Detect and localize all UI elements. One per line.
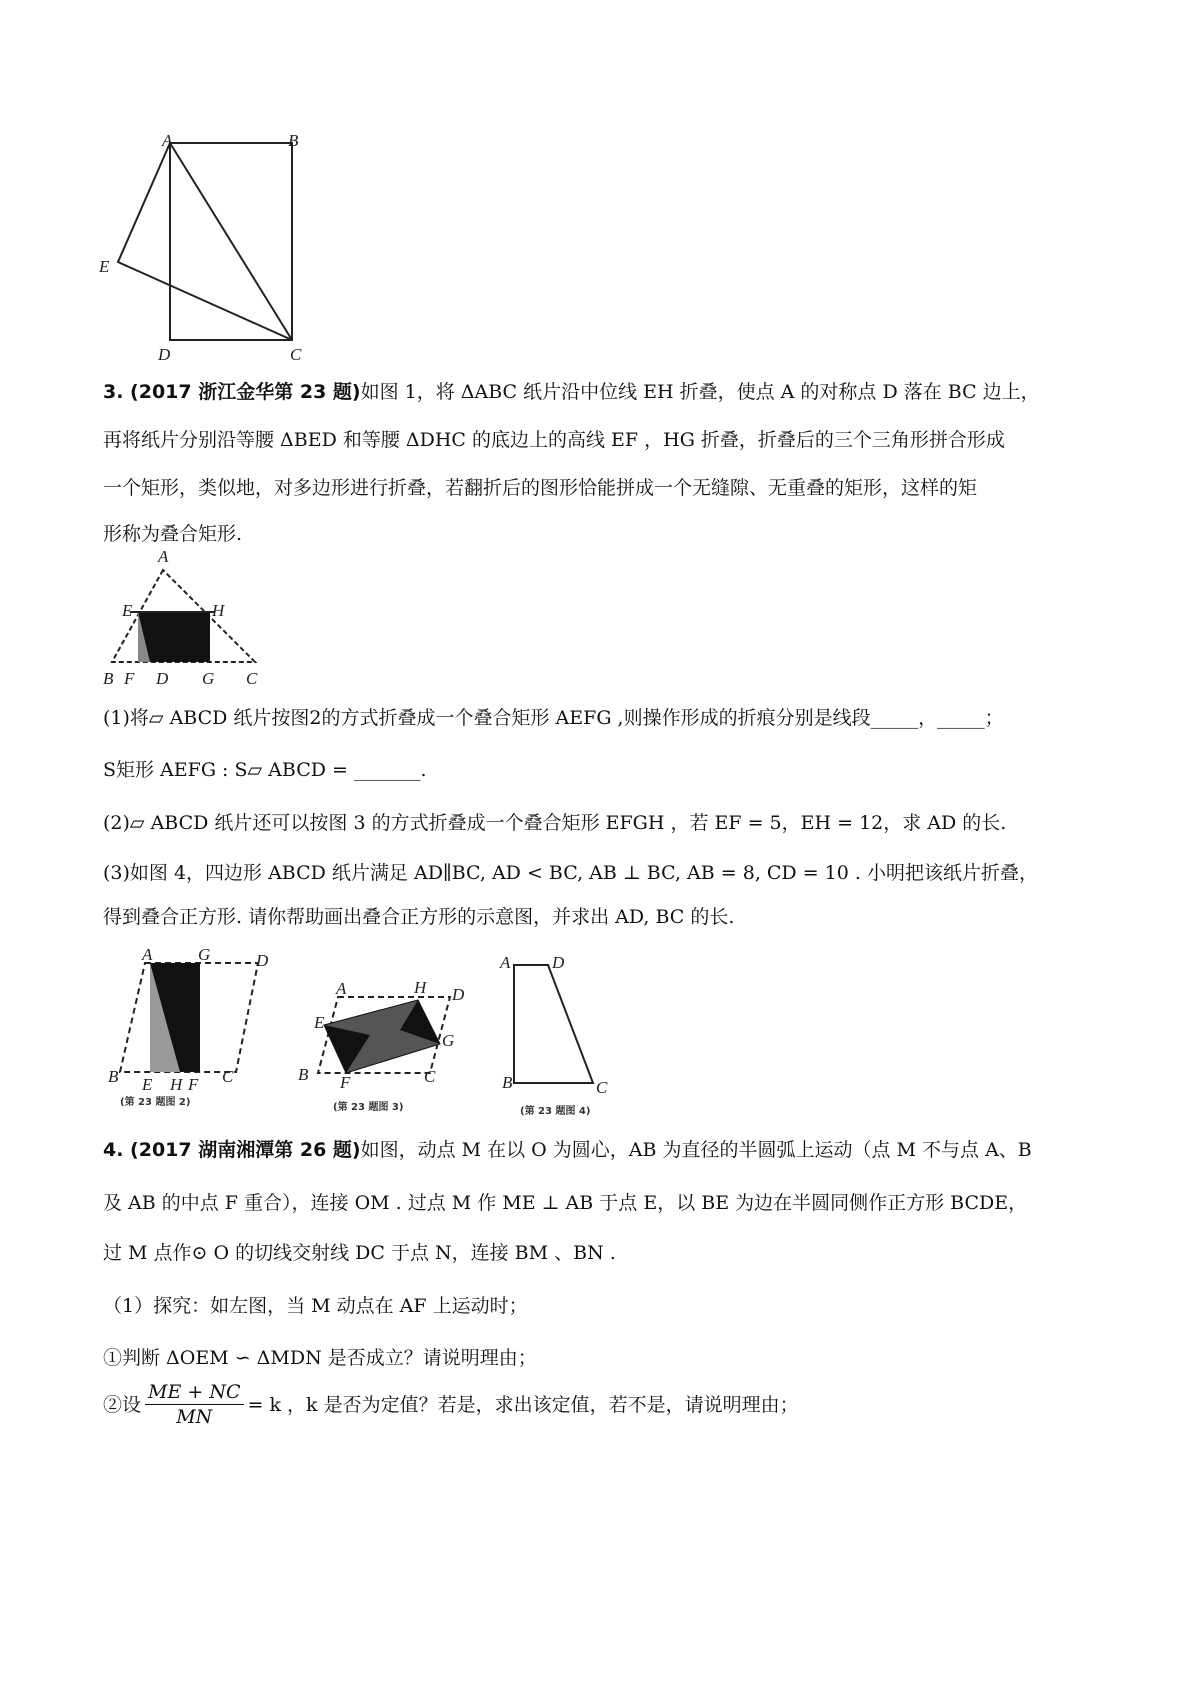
q3-line-1 — [103, 380, 1040, 404]
q3-part-1: (1)将▱ ABCD 纸片按图2的方式折叠成一个叠合矩形 AEFG ,则操作形成的折痕分别是线段_____，_____； — [103, 707, 1004, 729]
label: C — [424, 1067, 436, 1086]
label: E — [314, 1013, 325, 1032]
figure-23-4 — [514, 965, 593, 1083]
fraction — [145, 1380, 244, 1429]
label: C — [246, 669, 258, 688]
figure-rectangle-fold — [118, 143, 292, 340]
label: B — [288, 131, 299, 150]
label: B — [108, 1067, 119, 1086]
q4-item-2 — [103, 1380, 799, 1429]
text: ②设 — [103, 1393, 142, 1416]
label: A — [336, 979, 347, 998]
label: B — [502, 1073, 513, 1092]
q3-part-3: (3)如图 4，四边形 ABCD 纸片满足 AD∥BC, AD < BC, AB ⊥ BC, AB = 8, CD = 10 . 小明把该纸片折叠， — [103, 862, 1038, 884]
label: D — [452, 985, 465, 1004]
label: G — [198, 945, 211, 964]
label: A — [158, 547, 169, 566]
q3-line-4: 形称为叠合矩形. — [103, 523, 243, 545]
text: 如图，动点 M 在以 O 为圆心，AB 为直径的半圆弧上运动（点 M 不与点 A、B — [360, 1139, 1032, 1161]
label: E — [99, 257, 110, 276]
q4-item-1: ①判断 ΔOEM ∽ ΔMDN 是否成立？请说明理由； — [103, 1347, 537, 1369]
label: A — [142, 945, 153, 964]
label: C — [596, 1078, 608, 1097]
figure-caption: (第 23 题图 4) — [520, 1106, 591, 1117]
numerator: ME + NC — [145, 1380, 244, 1405]
q4-line-1 — [103, 1138, 1032, 1162]
label: C — [222, 1067, 234, 1086]
label: D — [158, 345, 171, 364]
q3-line-2: 再将纸片分别沿等腰 ΔBED 和等腰 ΔDHC 的底边上的高线 EF ，HG 折叠，折叠后的三个三角形拼合形成 — [103, 429, 1005, 451]
label: B — [103, 669, 114, 688]
label: H — [414, 978, 427, 997]
q4-part-1: （1）探究：如左图，当 M 动点在 AF 上运动时； — [103, 1295, 528, 1317]
q4-line-2: 及 AB 的中点 F 重合），连接 OM . 过点 M 作 ME ⊥ AB 于点 E，以 BE 为边在半圆同侧作正方形 BCDE， — [103, 1192, 1028, 1214]
figure-triangle-fold — [112, 570, 255, 662]
label: G — [442, 1031, 455, 1050]
label: H — [212, 601, 225, 620]
label: D — [552, 953, 565, 972]
q3-part-1-ratio: S矩形 AEFG : S▱ ABCD = _______. — [103, 759, 427, 781]
q3-line-3: 一个矩形，类似地，对多边形进行折叠，若翻折后的图形恰能拼成一个无缝隙、无重叠的矩形，这样的矩 — [103, 477, 978, 499]
figure-23-3 — [318, 997, 450, 1073]
label: H — [170, 1075, 183, 1094]
figure-caption: (第 23 题图 3) — [333, 1102, 404, 1113]
q4-line-3: 过 M 点作⊙ O 的切线交射线 DC 于点 N，连接 BM 、BN . — [103, 1242, 616, 1264]
label: A — [162, 131, 173, 150]
label: E — [142, 1075, 153, 1094]
label: A — [500, 953, 511, 972]
figure-23-2 — [120, 963, 258, 1072]
label: F — [340, 1073, 351, 1092]
q3-part-3b: 得到叠合正方形. 请你帮助画出叠合正方形的示意图，并求出 AD, BC 的长. — [103, 906, 735, 928]
label: C — [290, 345, 302, 364]
label: F — [124, 669, 135, 688]
question-number: 3. (2017 浙江金华第 23 题) — [103, 381, 361, 403]
label: F — [188, 1075, 199, 1094]
denominator: MN — [176, 1406, 213, 1428]
label: B — [298, 1065, 309, 1084]
label: D — [256, 951, 269, 970]
text: = k ，k 是否为定值？若是，求出该定值，若不是，请说明理由； — [247, 1393, 799, 1416]
label: D — [156, 669, 169, 688]
label: G — [202, 669, 215, 688]
q3-part-2: (2)▱ ABCD 纸片还可以按图 3 的方式折叠成一个叠合矩形 EFGH ，若 EF = 5，EH = 12，求 AD 的长. — [103, 812, 1007, 834]
label: E — [122, 601, 133, 620]
figure-caption: (第 23 题图 2) — [120, 1097, 191, 1108]
question-number: 4. (2017 湖南湘潭第 26 题) — [103, 1139, 361, 1161]
text: 如图 1，将 ΔABC 纸片沿中位线 EH 折叠，使点 A 的对称点 D 落在 BC 边上， — [360, 381, 1040, 403]
